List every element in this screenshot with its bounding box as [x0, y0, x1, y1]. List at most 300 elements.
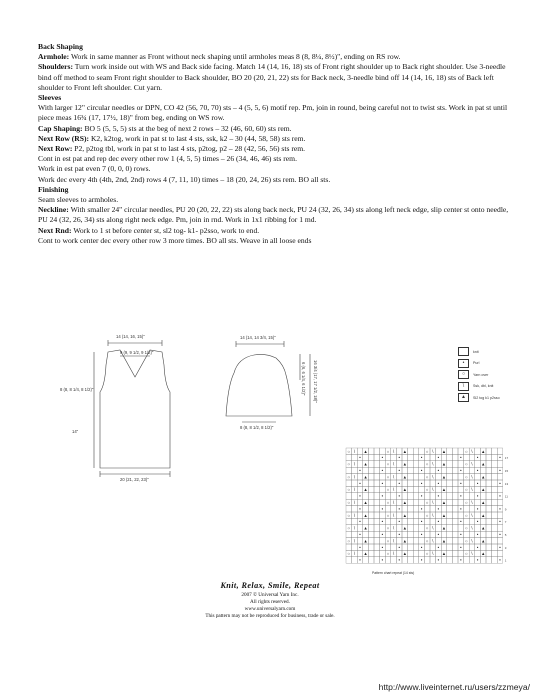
chart-cell — [413, 467, 419, 473]
cont-dec-text: Cont in est pat and rep dec every other row 1 (4, 5, 5) times – 26 (34, 46, 46) sts rem. — [38, 154, 297, 164]
chart-cell — [469, 493, 475, 499]
chart-symbol: • — [359, 532, 361, 537]
chart-symbol: \ — [353, 538, 355, 544]
chart-cell — [380, 512, 386, 518]
chart-cell — [475, 550, 481, 556]
chart-cell — [368, 512, 374, 518]
chart-cell — [396, 499, 402, 505]
chart-symbol: ▲ — [402, 551, 407, 557]
chart-cell — [447, 448, 453, 454]
chart-cell — [413, 461, 419, 467]
chart-row-number: 17 — [504, 456, 509, 461]
chart-symbol: ▲ — [363, 512, 368, 518]
legend-item — [458, 358, 500, 370]
chart-cell — [480, 454, 486, 460]
chart-symbol: • — [359, 468, 361, 473]
chart-cell — [357, 448, 363, 454]
chart-cell — [424, 518, 430, 524]
chart-cell — [374, 499, 380, 505]
ssk-symbol-icon: \ — [458, 382, 469, 391]
chart-symbol: \ — [353, 500, 355, 505]
chart-cell — [464, 480, 470, 486]
seam-text: Seam sleeves to armholes. — [38, 195, 119, 205]
legend-item — [458, 392, 500, 404]
sleeves-heading: Sleeves — [38, 93, 62, 103]
chart-symbol: • — [359, 480, 361, 486]
chart-symbol: ▲ — [481, 474, 486, 480]
chart-symbol: \ — [432, 512, 434, 518]
chart-cell — [452, 480, 458, 486]
chart-symbol: ▲ — [441, 461, 447, 467]
chart-symbol: ▲ — [441, 448, 447, 454]
chart-cell — [480, 493, 486, 499]
chart-cell — [396, 550, 402, 556]
chart-symbol: \ — [432, 448, 434, 454]
chart-cell — [469, 454, 475, 460]
chart-symbol: ○ — [386, 538, 390, 544]
chart-cell — [368, 518, 374, 524]
chart-cell — [436, 448, 442, 454]
chart-cell — [352, 493, 358, 499]
chart-cell — [346, 454, 352, 460]
chart-cell — [396, 538, 402, 544]
chart-cell — [436, 538, 442, 544]
chart-cell — [447, 557, 453, 563]
chart-symbol: ○ — [386, 461, 390, 467]
chart-cell — [447, 493, 453, 499]
chart-cell — [452, 518, 458, 524]
chart-cell — [447, 480, 453, 486]
chart-symbol: \ — [471, 448, 473, 454]
chart-cell — [480, 557, 486, 563]
chart-cell — [408, 538, 414, 544]
body-outline — [100, 350, 170, 468]
chart-cell — [452, 454, 458, 460]
chart-cell — [486, 493, 492, 499]
chart-symbol: \ — [471, 525, 473, 531]
chart-symbol: ▲ — [481, 500, 486, 505]
footer-copyright: 2007 © Universal Yarn Inc. — [241, 592, 299, 598]
chart-cell — [380, 525, 386, 531]
chart-symbol: \ — [471, 500, 473, 505]
chart-symbol: • — [381, 532, 384, 537]
chart-cell — [464, 454, 470, 460]
chart-symbol: • — [476, 519, 479, 525]
chart-cell — [497, 461, 503, 467]
chart-symbol: ○ — [386, 474, 390, 480]
chart-symbol: • — [437, 506, 440, 512]
chart-cell — [441, 480, 447, 486]
chart-symbol: ▲ — [441, 551, 447, 557]
chart-symbol: \ — [353, 551, 355, 557]
chart-cell — [363, 557, 369, 563]
chart-cell — [368, 499, 374, 505]
chart-cell — [452, 486, 458, 492]
chart-cell — [374, 506, 380, 512]
chart-cell — [352, 557, 358, 563]
chart-cell — [374, 461, 380, 467]
chart-cell — [374, 493, 380, 499]
chart-cell — [464, 493, 470, 499]
chart-cell — [346, 518, 352, 524]
chart-symbol: \ — [353, 487, 355, 493]
chart-symbol: • — [398, 493, 400, 499]
chart-cell — [357, 525, 363, 531]
legend-label: Purl — [473, 361, 480, 366]
chart-row-number: 3 — [504, 545, 507, 550]
next-row-label: Next Row: — [38, 144, 73, 154]
chart-cell — [480, 467, 486, 473]
chart-cell — [486, 550, 492, 556]
chart-cell — [464, 518, 470, 524]
chart-symbol: ▲ — [481, 551, 486, 557]
sleeve-cap-measure: 6 (6, 6 1/4, 6 1/2)" — [301, 362, 306, 396]
next-row-rs-label: Next Row (RS): — [38, 133, 90, 143]
chart-cell — [385, 480, 391, 486]
chart-symbol: \ — [393, 538, 395, 544]
chart-cell — [413, 544, 419, 550]
chart-cell — [486, 454, 492, 460]
chart-symbol: \ — [393, 448, 395, 454]
chart-cell — [486, 499, 492, 505]
chart-cell — [480, 531, 486, 537]
chart-symbol: • — [398, 544, 400, 550]
chart-cell — [464, 467, 470, 473]
chart-cell — [492, 467, 498, 473]
chart-symbol: ○ — [347, 551, 351, 557]
chart-cell — [368, 557, 374, 563]
chart-cell — [374, 467, 380, 473]
chart-cell — [447, 506, 453, 512]
chart-cell — [447, 461, 453, 467]
chart-cell — [385, 506, 391, 512]
chart-cell — [492, 499, 498, 505]
pattern-text — [38, 42, 510, 246]
chart-symbol: \ — [432, 487, 434, 493]
chart-symbol: ○ — [347, 461, 351, 467]
chart-cell — [497, 474, 503, 480]
chart-symbol: • — [437, 532, 440, 537]
chart-cell — [374, 512, 380, 518]
chart-cell — [374, 518, 380, 524]
footer-tagline: Knit, Relax, Smile, Repeat — [220, 581, 320, 590]
chart-symbol: ▲ — [363, 474, 368, 480]
chart-cell — [380, 538, 386, 544]
chart-cell — [480, 544, 486, 550]
chart-symbol: • — [460, 506, 462, 512]
chart-cell — [380, 461, 386, 467]
chart-cell — [430, 557, 436, 563]
chart-cell — [385, 518, 391, 524]
chart-cell — [413, 538, 419, 544]
chart-cell — [430, 531, 436, 537]
knitting-chart — [332, 446, 512, 576]
chart-cell — [452, 525, 458, 531]
chart-row-number: 13 — [504, 481, 509, 486]
chart-cell — [492, 506, 498, 512]
chart-symbol: • — [420, 468, 423, 473]
chart-symbol: ○ — [347, 500, 351, 505]
chart-cell — [436, 499, 442, 505]
chart-cell — [497, 550, 503, 556]
chart-cell — [447, 486, 453, 492]
chart-cell — [413, 486, 419, 492]
chart-cell — [447, 525, 453, 531]
chart-symbol: ○ — [425, 448, 429, 454]
chart-cell — [368, 544, 374, 550]
chart-symbol: • — [359, 455, 361, 461]
chart-symbol: \ — [432, 538, 434, 544]
chart-symbol: • — [398, 557, 400, 563]
chart-cell — [385, 544, 391, 550]
chart-symbol: \ — [432, 500, 434, 505]
chart-cell — [413, 531, 419, 537]
chart-cell — [486, 486, 492, 492]
chart-cell — [441, 531, 447, 537]
chart-cell — [368, 467, 374, 473]
chart-cell — [469, 531, 475, 537]
chart-symbol: ○ — [386, 448, 390, 454]
chart-cell — [352, 467, 358, 473]
legend-label: Sl2 tog k1 p2sso — [473, 395, 500, 400]
chart-symbol: • — [359, 506, 361, 512]
chart-cell — [430, 493, 436, 499]
chart-cell — [413, 550, 419, 556]
chart-cell — [402, 506, 408, 512]
watermark-url[interactable]: http://www.liveinternet.ru/users/zzmeya/ — [378, 682, 530, 692]
chart-symbol: • — [381, 506, 384, 512]
body-bottom-measure: 20 (21, 22, 23)" — [120, 477, 149, 482]
chart-cell — [380, 486, 386, 492]
work-even-text: Work in est pat even 7 (0, 0, 0) rows. — [38, 164, 151, 174]
chart-cell — [447, 454, 453, 460]
chart-cell — [486, 448, 492, 454]
chart-symbol: • — [460, 519, 462, 525]
chart-cell — [469, 557, 475, 563]
chart-cell — [352, 480, 358, 486]
chart-cell — [413, 454, 419, 460]
chart-symbol: ○ — [347, 448, 351, 454]
chart-cell — [424, 557, 430, 563]
chart-cell — [480, 506, 486, 512]
chart-symbol: \ — [353, 461, 355, 467]
chart-symbol: ▲ — [481, 487, 486, 493]
chart-cell — [424, 493, 430, 499]
footer — [0, 582, 540, 620]
chart-symbol: • — [437, 557, 440, 563]
chart-cell — [458, 448, 464, 454]
chart-cell — [486, 467, 492, 473]
chart-cell — [469, 518, 475, 524]
chart-cell — [374, 538, 380, 544]
chart-cell — [492, 474, 498, 480]
chart-cell — [408, 461, 414, 467]
chart-row-number: 15 — [504, 469, 509, 473]
chart-cell — [385, 557, 391, 563]
chart-cell — [480, 480, 486, 486]
chart-symbol: ▲ — [441, 512, 447, 518]
legend-item — [458, 381, 500, 393]
chart-cell — [436, 461, 442, 467]
chart-cell — [385, 531, 391, 537]
chart-cell — [357, 512, 363, 518]
chart-cell — [436, 474, 442, 480]
chart-cell — [452, 448, 458, 454]
chart-symbol: ▲ — [441, 525, 447, 531]
chart-cell — [346, 506, 352, 512]
chart-symbol: • — [460, 532, 462, 537]
legend-item — [458, 346, 500, 358]
work-dec-text: Work dec every 4th (4th, 2nd, 2nd) rows 4 (7, 11, 10) times – 18 (20, 24, 26) sts rem. BO all sts. — [38, 174, 331, 184]
chart-cell — [475, 461, 481, 467]
chart-cell — [402, 467, 408, 473]
chart-symbol: • — [499, 493, 501, 499]
chart-cell — [447, 474, 453, 480]
purl-symbol-icon: • — [458, 359, 469, 368]
chart-cell — [475, 486, 481, 492]
chart-symbol: ▲ — [363, 538, 368, 544]
back-shaping-heading: Back Shaping — [38, 42, 83, 51]
sleeve-outline — [226, 354, 292, 416]
chart-cell — [352, 531, 358, 537]
chart-cell — [357, 538, 363, 544]
chart-cell — [458, 512, 464, 518]
chart-cell — [436, 512, 442, 518]
chart-cell — [447, 538, 453, 544]
chart-symbol: • — [420, 519, 423, 525]
chart-symbol: \ — [353, 512, 355, 518]
knit-symbol-icon — [458, 347, 469, 356]
chart-cell — [430, 518, 436, 524]
chart-cell — [419, 512, 425, 518]
chart-symbol: ○ — [465, 487, 468, 493]
chart-cell — [408, 486, 414, 492]
chart-symbol: ▲ — [363, 525, 368, 531]
chart-symbol: \ — [471, 512, 473, 518]
chart-cell — [363, 467, 369, 473]
chart-cell — [368, 493, 374, 499]
chart-symbol: ▲ — [402, 512, 407, 518]
chart-cell — [475, 448, 481, 454]
chart-cell — [419, 538, 425, 544]
chart-cell — [458, 474, 464, 480]
chart-cell — [380, 499, 386, 505]
chart-symbol: ○ — [386, 525, 390, 531]
chart-cell — [391, 454, 397, 460]
chart-symbol: • — [437, 519, 440, 525]
chart-cell — [447, 550, 453, 556]
chart-cell — [464, 557, 470, 563]
neckline-label: Neckline: — [38, 205, 69, 215]
chart-cell — [413, 493, 419, 499]
sleeve-top-measure: 14 (14, 14 3/4, 15)" — [240, 335, 276, 340]
chart-symbol: ○ — [425, 512, 429, 518]
chart-cell — [441, 454, 447, 460]
chart-cell — [357, 461, 363, 467]
chart-cell — [492, 518, 498, 524]
chart-cell — [385, 467, 391, 473]
chart-cell — [396, 474, 402, 480]
chart-symbol: • — [499, 532, 501, 537]
chart-cell — [486, 531, 492, 537]
chart-cell — [402, 531, 408, 537]
chart-symbol: ○ — [347, 538, 351, 544]
chart-cell — [469, 544, 475, 550]
chart-symbol: • — [499, 480, 501, 486]
chart-cell — [492, 454, 498, 460]
chart-symbol: • — [381, 455, 384, 461]
chart-cell — [441, 493, 447, 499]
chart-symbol: \ — [393, 551, 395, 557]
chart-cell — [374, 480, 380, 486]
chart-cell — [413, 512, 419, 518]
chart-cell — [408, 531, 414, 537]
chart-symbol: \ — [471, 487, 473, 493]
chart-symbol: ○ — [465, 525, 468, 531]
body-armhole-measure: 8 (8, 8 1/4, 8 1/2)" — [60, 387, 94, 392]
chart-cell — [492, 525, 498, 531]
chart-symbol: ○ — [465, 500, 468, 505]
sleeve-bottom-measure: 8 (8, 8 1/2, 8 1/2)" — [240, 425, 274, 430]
chart-symbol: ○ — [386, 551, 390, 557]
chart-cell — [492, 480, 498, 486]
chart-cell — [368, 448, 374, 454]
chart-symbol: \ — [471, 538, 473, 544]
chart-cell — [447, 531, 453, 537]
chart-cell — [497, 448, 503, 454]
chart-symbol: \ — [353, 525, 355, 531]
chart-cell — [352, 506, 358, 512]
chart-symbol: ▲ — [441, 538, 447, 544]
chart-symbol: ▲ — [441, 474, 447, 480]
chart-symbol: \ — [471, 551, 473, 557]
chart-cell — [458, 550, 464, 556]
chart-cell — [419, 486, 425, 492]
chart-symbol: \ — [393, 525, 395, 531]
chart-cell — [492, 550, 498, 556]
chart-symbol: \ — [432, 474, 434, 480]
chart-symbol: • — [398, 506, 400, 512]
chart-symbol: \ — [432, 551, 434, 557]
chart-symbol: • — [420, 506, 423, 512]
chart-symbol: ▲ — [481, 448, 486, 454]
footer-site-link[interactable]: www.universalyarn.com — [244, 606, 296, 612]
chart-cell — [391, 544, 397, 550]
chart-cell — [464, 544, 470, 550]
next-rnd-label: Next Rnd: — [38, 225, 72, 235]
chart-cell — [380, 448, 386, 454]
chart-cell — [408, 512, 414, 518]
chart-cell — [436, 525, 442, 531]
chart-symbol: ▲ — [363, 448, 368, 454]
chart-symbol: ▲ — [481, 538, 486, 544]
chart-cell — [486, 538, 492, 544]
chart-cell — [396, 512, 402, 518]
chart-cell — [368, 506, 374, 512]
chart-symbol: ▲ — [402, 500, 407, 505]
chart-cell — [452, 493, 458, 499]
chart-symbol: • — [460, 544, 462, 550]
chart-symbol: ○ — [425, 551, 429, 557]
chart-symbol: • — [381, 557, 384, 563]
chart-symbol: ▲ — [363, 461, 368, 467]
chart-cell — [452, 538, 458, 544]
chart-cell — [368, 454, 374, 460]
chart-symbol: • — [460, 557, 462, 563]
chart-symbol: • — [398, 480, 400, 486]
chart-cell — [424, 531, 430, 537]
chart-cell — [419, 461, 425, 467]
